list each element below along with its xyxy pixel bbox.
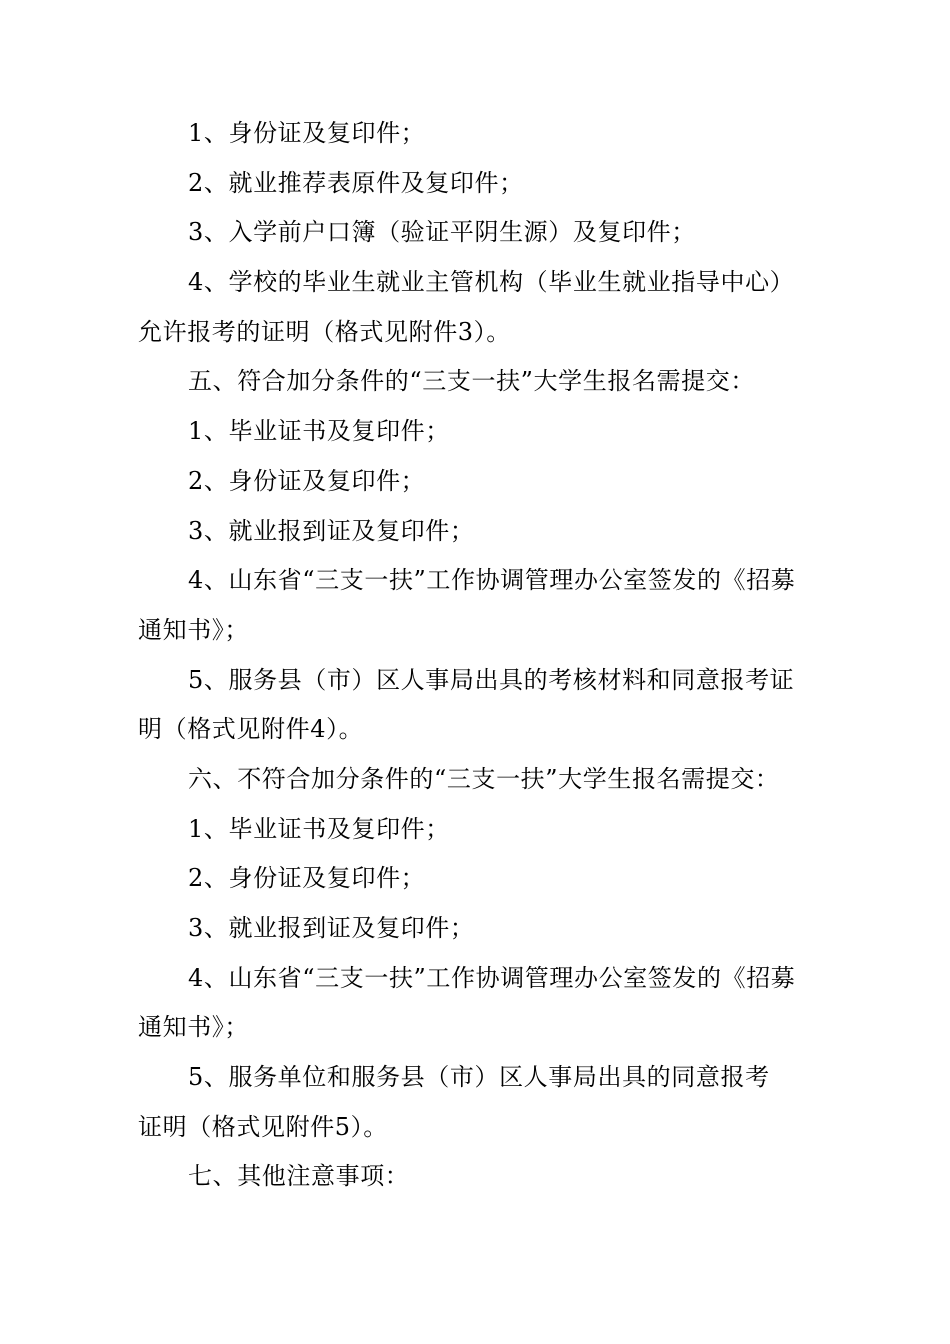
paragraph-line: 3、就业报到证及复印件； (188, 914, 475, 942)
paragraph-line: 1、身份证及复印件； (188, 119, 426, 147)
section-heading: 六、不符合加分条件的“三支一扶”大学生报名需提交： (188, 764, 780, 793)
paragraph-line: 2、身份证及复印件； (188, 864, 426, 893)
paragraph-line: 3、就业报到证及复印件； (188, 516, 475, 545)
paragraph-line: 5、服务县（市）区人事局出具的考核材料和同意报考证 (188, 665, 795, 694)
paragraph-line: 5、服务单位和服务县（市）区人事局出具的同意报考 (188, 1063, 770, 1092)
document-body (138, 109, 814, 1202)
paragraph-line: 3、入学前户口簿（验证平阴生源）及复印件； (188, 218, 696, 247)
section-heading: 七、其他注意事项： (188, 1162, 410, 1191)
paragraph-line: 证明（格式见附件5）。 (138, 1112, 388, 1141)
paragraph-line: 通知书》； (138, 615, 249, 644)
paragraph-line: 允许报考的证明（格式见附件3）。 (138, 317, 511, 346)
paragraph-line: 2、身份证及复印件； (188, 466, 426, 495)
paragraph-line: 1、毕业证书及复印件； (188, 814, 450, 843)
paragraph-line: 通知书》； (138, 1013, 249, 1042)
paragraph-line: 2、就业推荐表原件及复印件； (188, 168, 524, 197)
paragraph-line: 4、山东省“三支一扶”工作协调管理办公室签发的《招募 (188, 566, 796, 595)
paragraph-line: 4、山东省“三支一扶”工作协调管理办公室签发的《招募 (188, 963, 796, 992)
paragraph-line: 1、毕业证书及复印件； (188, 417, 450, 446)
paragraph-line: 明（格式见附件4）。 (138, 715, 364, 744)
paragraph-line: 4、学校的毕业生就业主管机构（毕业生就业指导中心） (188, 268, 795, 297)
section-heading: 五、符合加分条件的“三支一扶”大学生报名需提交： (188, 367, 755, 396)
